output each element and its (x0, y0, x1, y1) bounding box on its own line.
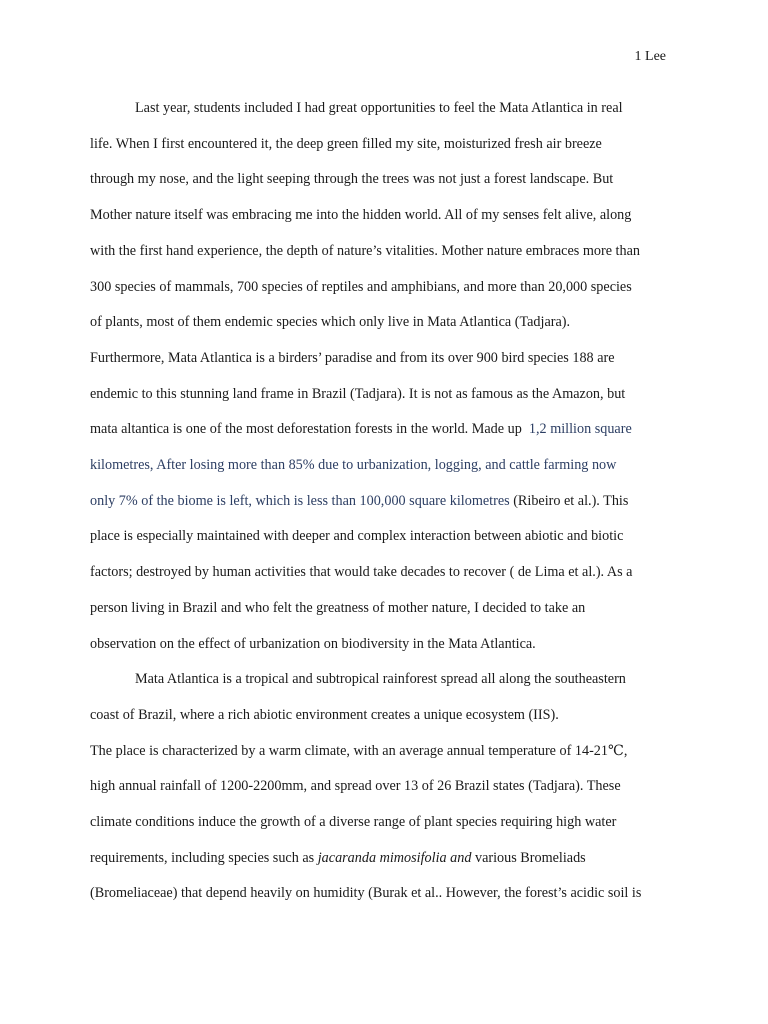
text-line: high annual rainfall of 1200-2200mm, and spread over 13 of 26 Brazil states (Tadjara). These (90, 778, 621, 795)
text-line: coast of Brazil, where a rich abiotic environment creates a unique ecosystem (IIS). (90, 706, 559, 723)
text-segment: various Bromeliads (474, 849, 586, 866)
text-line: The place is characterized by a warm climate, with an average annual temperature of 14-21℃, (90, 742, 628, 759)
italic-species-name: jacaranda mimosifolia and (317, 849, 472, 866)
text-line (90, 484, 690, 520)
text-line (90, 412, 690, 448)
text-line: endemic to this stunning land frame in Brazil (Tadjara). It is not as famous as the Amazon, but (90, 385, 626, 402)
text-line: of plants, most of them endemic species which only live in Mata Atlantica (Tadjara). (90, 314, 571, 331)
text-line: with the first hand experience, the depth of nature’s vitalities. Mother nature embraces more than (90, 242, 640, 259)
text-line: place is especially maintained with deeper and complex interaction between abiotic and biotic (90, 528, 624, 545)
text-segment: mata altantica is one of the most deforestation forests in the world. Made up (90, 421, 522, 438)
text-segment: requirements, including species such as (90, 849, 315, 866)
author-name: Lee (645, 49, 666, 64)
text-line: climate conditions induce the growth of a diverse range of plant species requiring high water (90, 814, 617, 831)
text-segment: (Ribeiro et al.). This (513, 492, 629, 509)
text-line: Mother nature itself was embracing me into the hidden world. All of my senses felt alive, along (90, 207, 632, 224)
text-line: through my nose, and the light seeping through the trees was not just a forest landscape. But (90, 171, 614, 188)
highlighted-text-segment: only 7% of the biome is left, which is less than 100,000 square kilometres (90, 492, 510, 509)
essay-body (90, 91, 690, 912)
text-line: person living in Brazil and who felt the greatness of mother nature, I decided to take an (90, 599, 586, 616)
highlighted-text-segment: 1,2 million square (528, 421, 632, 438)
text-line: observation on the effect of urbanization on biodiversity in the Mata Atlantica. (90, 635, 536, 652)
text-line: Last year, students included I had great opportunities to feel the Mata Atlantica in real (135, 100, 623, 116)
text-line: factors; destroyed by human activities that would take decades to recover ( de Lima et al.). As a (90, 564, 633, 581)
text-line: Furthermore, Mata Atlantica is a birders’ paradise and from its over 900 bird species 188 are (90, 349, 615, 366)
page-number: 1 (634, 49, 642, 64)
text-line: (Bromeliaceae) that depend heavily on humidity (Burak et al.. However, the forest’s acidic soil is (90, 885, 642, 902)
text-line (90, 841, 690, 877)
running-header (635, 48, 666, 66)
text-line: life. When I first encountered it, the deep green filled my site, moisturized fresh air breeze (90, 135, 602, 152)
highlighted-text-line: kilometres, After losing more than 85% due to urbanization, logging, and cattle farming now (90, 457, 617, 474)
text-line: 300 species of mammals, 700 species of reptiles and amphibians, and more than 20,000 species (90, 278, 632, 295)
text-line: Mata Atlantica is a tropical and subtropical rainforest spread all along the southeastern (135, 671, 626, 688)
